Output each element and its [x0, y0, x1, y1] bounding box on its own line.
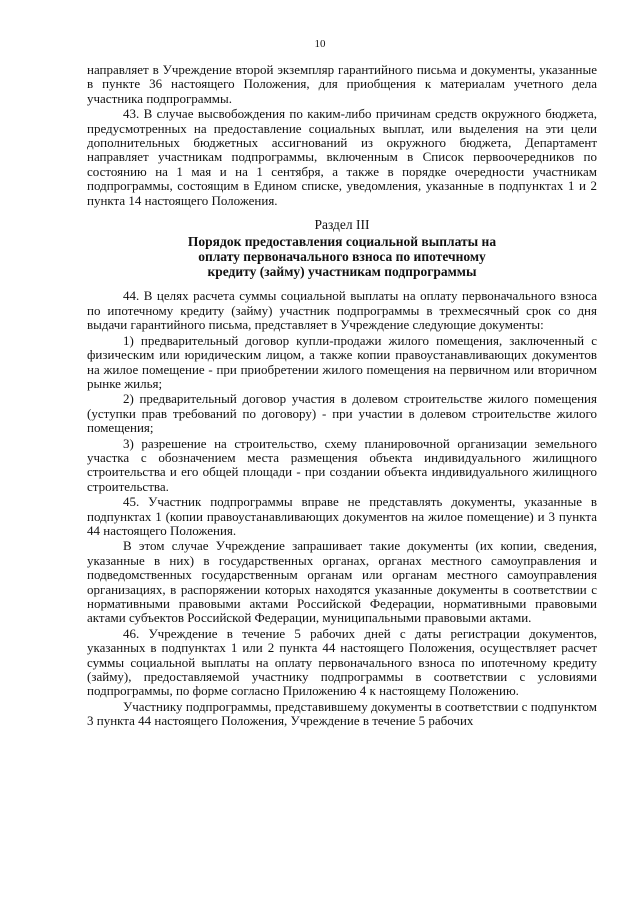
section-title-line: Порядок предоставления социальной выплаты на: [187, 234, 497, 250]
paragraph-44-item-2: 2) предварительный договор участия в долевом строительстве жилого помещения (уступки прав требований по договору) - при участии в долевом строительстве жилого помещения;: [87, 391, 597, 436]
section-label: Раздел III: [314, 217, 370, 233]
paragraph-45: 45. Участник подпрограммы вправе не представлять документы, указанные в подпунктах 1 (копии правоустанавливающих документов на жилое помещение) и 3 пункта 44 настоящего Положения.: [87, 494, 597, 538]
paragraph-continuation: направляет в Учреждение второй экземпляр гарантийного письма и документы, указанные в пункте 36 настоящего Положения, для приобщения к материалам учетного дела участника подпрограммы.: [87, 62, 597, 106]
paragraph-45-continued: В этом случае Учреждение запрашивает такие документы (их копии, сведения, указанные в них) в государственных органах, органах местного самоуправления и подведомственных государственным органам или органам местного самоуправления организациях, в распоряжении которых находятся указанные документы в соответствии с нормативными правовыми актами Российской Федерации, нормативными правовыми актами субъектов Российской Федерации, муниципальными правовыми актами.: [87, 538, 597, 626]
paragraph-43: 43. В случае высвобождения по каким-либо причинам средств окружного бюджета, предусмотренных на предоставление социальных выплат, или выделения на эти цели дополнительных бюджетных ассигнований из окружного бюджета, Департамент направляет участникам подпрограммы, включенным в Список первоочередников по состоянию на 1 мая и на 1 сентября, а также в порядке очередности участникам подпрограммы, состоящим в Едином списке, уведомления, указанные в подпунктах 1 и 2 пункта 14 настоящего Положения.: [87, 106, 597, 208]
section-title-line: кредиту (займу) участникам подпрограммы: [207, 264, 477, 280]
section-title: [87, 234, 597, 279]
document-body: [87, 63, 597, 730]
paragraph-46: 46. Учреждение в течение 5 рабочих дней с даты регистрации документов, указанных в подпунктах 1 или 2 пункта 44 настоящего Положения, осуществляет расчет суммы социальной выплаты на оплату первоначального взноса по ипотечному кредиту (займу), предоставляемой участнику подпрограммы в соответствии с условиями подпрограммы, по форме согласно Приложению 4 к настоящему Положению.: [87, 625, 597, 699]
page-number: 10: [314, 38, 326, 50]
section-title-line: оплату первоначального взноса по ипотечному: [198, 249, 486, 265]
paragraph-44-item-1: 1) предварительный договор купли-продажи жилого помещения, заключенный с физическим или юридическим лицом, а также копии правоустанавливающих документов на жилое помещение - при приобретении жилого помещения на первичном или вторичном рынке жилья;: [87, 332, 597, 391]
paragraph-44-item-3: 3) разрешение на строительство, схему планировочной организации земельного участка с обозначением места размещения объекта индивидуального жилищного строительства и его общей площади - при создании объекта индивидуального жилищного строительства.: [87, 435, 597, 494]
paragraph-46-continued: Участнику подпрограммы, представившему документы в соответствии с подпунктом 3 пункта 44 настоящего Положения, Учреждение в течение 5 рабочих: [87, 698, 597, 729]
paragraph-44: 44. В целях расчета суммы социальной выплаты на оплату первоначального взноса по ипотечному кредиту (займу) участник подпрограммы в трехмесячный срок со дня выдачи гарантийного письма, представляет в Учреждение следующие документы:: [87, 288, 597, 333]
